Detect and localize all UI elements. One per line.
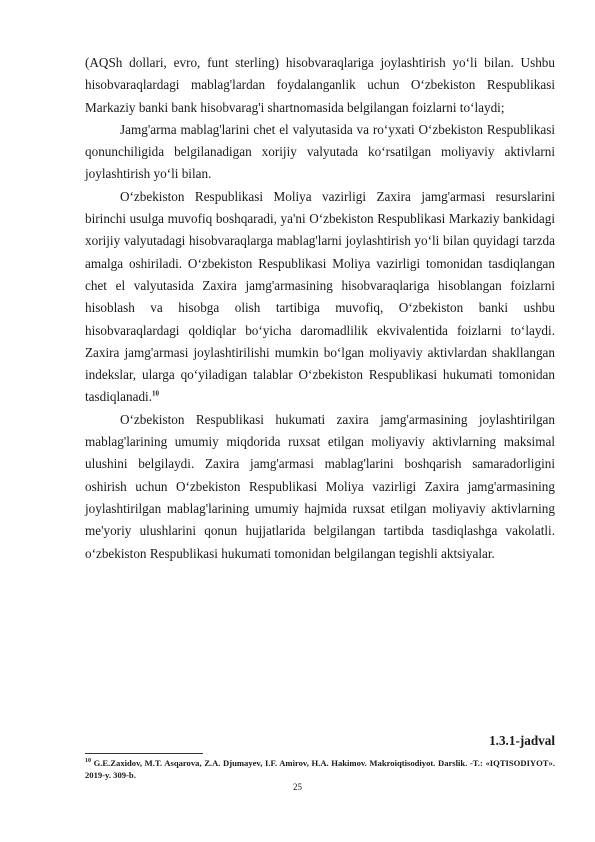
footnote-number: 10 [85,758,91,765]
paragraph-2: Jamg'arma mablag'larini chet el valyutasida va ro‘yxati O‘zbekiston Respublikasi qonunchiligida belgilanadigan xorijiy valyutada ko‘rsatilgan moliyaviy aktivlarni joylashtirish yo‘li bilan. [85,121,555,182]
table-title: 1.3.1-jadval [489,733,555,748]
paragraph-4: O‘zbekiston Respublikasi hukumati zaxira jamg'armasining joylashtirilgan mablag'larining umumiy miqdorida ruxsat etilgan moliyaviy aktivlarning maksimal ulushini belgilaydi. Zaxira jamg'armasi mablag'larini boshqarish samaradorligini oshirish uchun O‘zbekiston Respublikasi Moliya vazirligi Zaxira jamg'armasining joylashtirilgan mablag'larining umumiy hajmida ruxsat etilgan moliyaviy aktivlarning me'yoriy ulushlarini qonun hujjatlarida belgilangan tartibda tasdiqlashga vakolatli. o‘zbekiston Respublikasi hukumati tomonidan belgilangan tegishli aktsiyalar. [85,411,555,561]
footnote-divider [85,753,203,754]
document-body [85,52,555,565]
paragraph-3-text: O‘zbekiston Respublikasi Moliya vazirligi Zaxira jamg'armasi resurslarini birinchi usulga muvofiq boshqaradi, ya'ni O‘zbekiston Respublikasi Markaziy bankidagi xorijiy valyutadagi hisobvaraqlarga mablag'larni joylashtirish yo‘li bilan quyidagi tarzda amalga oshiriladi. O‘zbekiston Respublikasi Moliya vazirligi tomonidan tasdiqlangan chet el valyutasida Zaxira jamg'armasining hisobvaraqlariga hisoblangan foizlarni hisoblash va hisobga olish tartibiga muvofiq, O‘zbekiston banki ushbu hisobvaraqlardagi qoldiqlar bo‘yicha daromadlilik ekvivalentida foizlarni to‘laydi. Zaxira jamg'armasi joylashtirilishi mumkin bo‘lgan moliyaviy aktivlardan shakllangan indekslar, ularga qo‘yiladigan talablar O‘zbekiston Respublikasi hukumati tomonidan tasdiqlanadi. [85,188,555,405]
paragraph-3 [85,186,555,409]
footnote-text: G.E.Zaxidov, M.T. Asqarova, Z.A. Djumayev, I.F. Amirov, H.A. Hakimov. Makroiqtisodiyot. Darslik. -T.: «IQTISODIYOT». 2019-y. 309-b. [85,758,555,780]
paragraph-1: (AQSh dollari, evro, funt sterling) hisobvaraqlariga joylashtirish yo‘li bilan. Ushbu hisobvaraqlardagi mablag'lardan foydalanganlik uchun O‘zbekiston Respublikasi Markaziy banki bank hisobvarag'i shartnomasida belgilangan foizlarni to‘laydi; [85,55,555,115]
footnote [85,757,555,781]
footnote-reference[interactable]: 10 [152,390,160,399]
page-number: 25 [293,782,302,792]
